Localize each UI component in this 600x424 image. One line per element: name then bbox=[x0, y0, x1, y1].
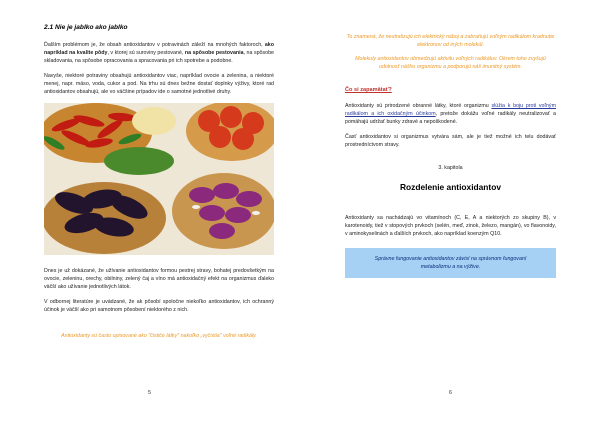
page-number-left: 5 bbox=[148, 390, 151, 396]
paragraph-1-bold-a: ako napríklad na kvalite pôdy bbox=[44, 42, 274, 56]
paragraph-4: V odbornej literatúre je uvádzané, že ak pôsobí spoločne niekoľko antioxidantov, ich ochranný účinok je väčší ako pri samotnom pôsobení niektorého z nich. bbox=[44, 299, 274, 313]
callout-line-2: metabolizmu a na výžive. bbox=[420, 264, 481, 270]
callout-box bbox=[345, 248, 556, 278]
section-heading: 2.1 Nie je jablko ako jablko bbox=[44, 24, 128, 31]
paragraph-1-text-b: , v ktorej sú suroviny pestované, bbox=[107, 50, 185, 56]
remember-heading: Čo si zapamätať? bbox=[345, 87, 392, 93]
remember-text-a: Antioxidanty sú prirodzené obranné látky, ktoré organizmu bbox=[345, 103, 492, 109]
chapter-title: Rozdelenie antioxidantov bbox=[400, 182, 501, 192]
paragraph-2: Navyše, niektoré potraviny obsahujú antioxidantov viac, napríklad ovocie a zelenina, a niektoré menej, napr. mäso, voda, cukor a pod. Na trhu sú dnes bežne dostať doplnky výživy, ktoré rad antioxidantov obsahujú, ale vo väčšine prípadov ide o samotné jednotlivé druhy. bbox=[44, 73, 274, 95]
orange-note-1: To znamená, že neutralizujú ich elektrický náboj a zabraňujú voľným radikálom kradnutie elektrónov od iných molekúl. bbox=[346, 34, 555, 48]
callout-line-1: Správne fungovanie antioxidantov závisí na správnom fungovaní bbox=[374, 256, 527, 262]
page-number-right: 6 bbox=[449, 390, 452, 396]
remember-link[interactable]: slúžia k boju proti voľným radikálom a ich oxidačným účinkom bbox=[345, 103, 556, 117]
remember-paragraph-1 bbox=[345, 102, 556, 126]
paragraph-1-text-c: , na spôsobe skladovania, na spôsobe opracovania a spracovania pri ich spotrebe a podobne. bbox=[44, 50, 274, 64]
remember-text-b: , pretože dokážu voľné radikály neutralizovať a pomáhajú udržať bunky zdravé a nepoškodené. bbox=[345, 111, 557, 125]
paragraph-1 bbox=[44, 41, 274, 65]
remember-paragraph-2: Časť antioxidantov si organizmus vytvára sám, ale je tiež možné ich telu dodávať prostredníctvom stravy. bbox=[345, 134, 556, 148]
paragraph-3: Dnes je už dokázané, že užívanie antioxidantov formou pestrej stravy, bohatej predovšetkým na ovocie, zeleninu, orechy, obilniny, zelený čaj a víno má antioxidačný efekt na organizmus ďaleko väčší ako užívanie jednotlivých látok. bbox=[44, 268, 274, 290]
vegetables-baskets-photo bbox=[44, 103, 274, 255]
orange-note: Antioxidanty sú často opisované ako "čističe látky" nakoľko „vyčistia" voľné radikály. bbox=[61, 333, 257, 339]
orange-note-2: Molekuly antioxidantov obmedzujú aktivitu voľných radikálov. Okrem toho zvyšujú odolnosť nášho organizmu a podporujú náš imunitný systém. bbox=[355, 56, 546, 70]
paragraph-1-text-a: Ďalším problémom je, že obsah antioxidantov v potravinách záleží na mnohých faktoroch, bbox=[44, 42, 265, 48]
paragraph-1-bold-b: na spôsobe pestovania bbox=[184, 50, 244, 56]
right-page bbox=[300, 0, 600, 424]
chapter-paragraph: Antioxidanty sa nachádzajú vo vitamínoch (C, E, A a niektorých zo skupiny B), v karotenoidy, tiež v stopových prvkoch (selén, meď, zinok, železo, mangán), vo flavonoidy, v aminokyselinách a ďalších prvkoch, ako napríklad koenzým Q10. bbox=[345, 215, 556, 237]
chapter-label: 3. kapitola bbox=[438, 165, 463, 171]
